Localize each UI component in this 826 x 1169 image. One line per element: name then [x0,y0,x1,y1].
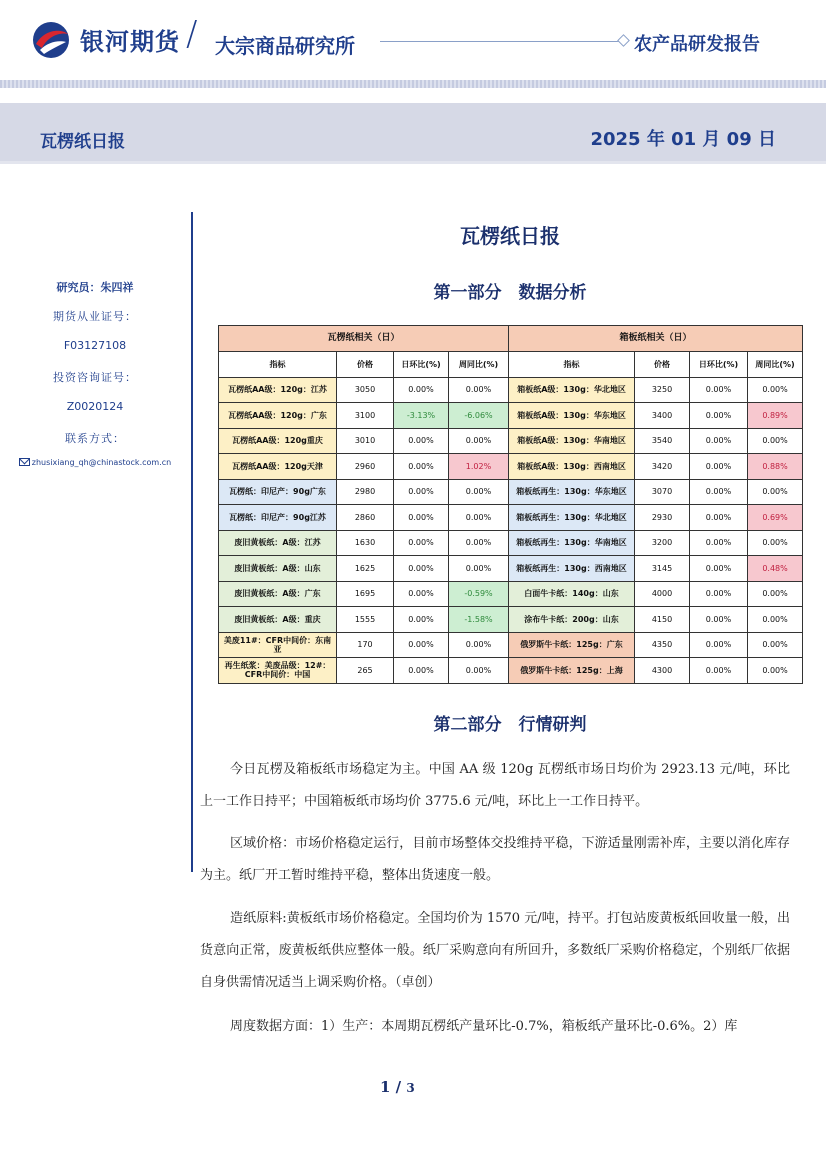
daily-change-cell: 0.00% [690,658,748,684]
col-header: 价格 [337,352,394,378]
body-paragraph: 造纸原料:黄板纸市场价格稳定。全国均价为 1570 元/吨，持平。打包站废黄板纸回收量一般，出货意向正常，废黄板纸供应整体一般。纸厂采购意向有所回升，多数纸厂采购价格稳定，个别纸厂依据自身供需情况适当上调采购价格。（卓创） [200,911,790,990]
license-value: F03127108 [63,339,127,352]
weekly-change-cell: -0.59% [449,581,509,607]
consult-label: 投资咨询证号： [53,371,137,384]
page-separator: / [390,1078,407,1096]
daily-change-cell: 0.00% [394,530,449,556]
price-cell: 2980 [337,479,394,505]
price-cell: 3145 [635,556,690,582]
daily-change-cell: 0.00% [394,658,449,684]
indicator-cell: 再生纸浆：美废品级：12#：CFR中间价：中国 [219,658,337,684]
header-stripe [0,80,826,88]
col-header: 日环比(%) [690,352,748,378]
weekly-change-cell: 0.89% [748,403,803,429]
weekly-change-cell: 0.00% [449,505,509,531]
price-cell: 3050 [337,377,394,403]
weekly-change-cell: 0.00% [748,479,803,505]
price-cell: 1695 [337,581,394,607]
daily-change-cell: 0.00% [690,505,748,531]
price-cell: 3250 [635,377,690,403]
table-row [219,607,803,633]
consult-value: Z0020124 [66,400,124,413]
indicator-cell: 废旧黄板纸：A级：广东 [219,581,337,607]
indicator-cell: 俄罗斯牛卡纸：125g：上海 [509,658,635,684]
table-row [219,632,803,658]
body-paragraph: 区域价格：市场价格稳定运行，目前市场整体交投维持平稳，下游适量刚需补库，主要以消化库存为主。纸厂开工暂时维持平稳，整体出货速度一般。 [200,836,790,883]
daily-change-cell: 0.00% [690,403,748,429]
researcher-name: 研究员：朱四祥 [56,281,134,294]
page-total: 3 [406,1081,415,1095]
price-cell: 2960 [337,454,394,480]
institute-name: 大宗商品研究所 [215,34,355,58]
galaxy-logo-icon [30,20,72,60]
indicator-cell: 白面牛卡纸：140g：山东 [509,581,635,607]
indicator-cell: 瓦楞纸：印尼产：90g江苏 [219,505,337,531]
daily-change-cell: 0.00% [690,556,748,582]
daily-change-cell: 0.00% [394,454,449,480]
indicator-cell: 瓦楞纸AA级：120g：广东 [219,403,337,429]
daily-change-cell: 0.00% [394,556,449,582]
price-cell: 3070 [635,479,690,505]
brand-name: 银河期货 [80,28,180,56]
indicator-cell: 瓦楞纸：印尼产：90g广东 [219,479,337,505]
main-title: 瓦楞纸日报 [460,224,560,248]
price-cell: 1555 [337,607,394,633]
indicator-cell: 箱板纸A级：130g：华北地区 [509,377,635,403]
band-underline [0,161,826,164]
report-header [0,0,826,90]
diamond-icon [617,34,630,47]
indicator-cell: 废旧黄板纸：A级：江苏 [219,530,337,556]
body-paragraph: 周度数据方面：1）生产：本周期瓦楞纸产量环比-0.7%，箱板纸产量环比-0.6%。2）库 [230,1019,738,1034]
table-row [219,581,803,607]
report-type: 农产品研发报告 [634,34,760,55]
weekly-change-cell: 0.00% [748,658,803,684]
weekly-change-cell: 0.00% [748,607,803,633]
section-title-data-analysis: 第一部分 数据分析 [433,283,587,303]
author-sidebar [0,270,190,473]
col-header: 指标 [219,352,337,378]
price-cell: 4150 [635,607,690,633]
section-title-market-judgment: 第二部分 行情研判 [433,715,587,735]
indicator-cell: 箱板纸再生：130g：华北地区 [509,505,635,531]
daily-change-cell: 0.00% [394,581,449,607]
price-cell: 2860 [337,505,394,531]
price-cell: 2930 [635,505,690,531]
weekly-change-cell: 0.00% [748,377,803,403]
indicator-cell: 箱板纸再生：130g：西南地区 [509,556,635,582]
indicator-cell: 箱板纸A级：130g：华东地区 [509,403,635,429]
price-cell: 3200 [635,530,690,556]
table-row [219,377,803,403]
weekly-change-cell: 0.88% [748,454,803,480]
table-row [219,530,803,556]
weekly-change-cell: 0.00% [449,658,509,684]
weekly-change-cell: 0.00% [748,632,803,658]
daily-change-cell: 0.00% [690,581,748,607]
col-header: 日环比(%) [394,352,449,378]
sidebar-divider [191,212,193,872]
license-label: 期货从业证号： [53,310,137,323]
right-section-header: 箱板纸相关（日） [509,326,803,352]
body-paragraph: 今日瓦楞及箱板纸市场稳定为主。中国 AA 级 120g 瓦楞纸市场日均价为 2923.13 元/吨，环比上一工作日持平；中国箱板纸市场均价 3775.6 元/吨，环比上一工作日持平。 [200,762,790,809]
col-header: 周同比(%) [449,352,509,378]
email-address[interactable]: zhusixiang_qh@chinastock.com.cn [31,458,172,467]
price-cell: 4350 [635,632,690,658]
email-icon [19,458,30,466]
price-cell: 265 [337,658,394,684]
daily-change-cell: 0.00% [690,632,748,658]
weekly-change-cell: 0.00% [748,530,803,556]
weekly-change-cell: 0.69% [748,505,803,531]
price-cell: 170 [337,632,394,658]
report-date: 2025 年 01 月 09 日 [590,129,776,150]
weekly-change-cell: -6.06% [449,403,509,429]
email-row[interactable] [0,453,190,473]
weekly-change-cell: 0.00% [748,428,803,454]
indicator-cell: 箱板纸A级：130g：西南地区 [509,454,635,480]
left-section-header: 瓦楞纸相关（日） [219,326,509,352]
daily-change-cell: 0.00% [394,632,449,658]
header-divider [380,41,620,42]
price-cell: 4000 [635,581,690,607]
indicator-cell: 废旧黄板纸：A级：山东 [219,556,337,582]
daily-change-cell: 0.00% [394,607,449,633]
indicator-cell: 俄罗斯牛卡纸：125g：广东 [509,632,635,658]
daily-change-cell: 0.00% [394,505,449,531]
indicator-cell: 涂布牛卡纸：200g：山东 [509,607,635,633]
weekly-change-cell: 1.02% [449,454,509,480]
weekly-change-cell: 0.00% [449,556,509,582]
price-cell: 1630 [337,530,394,556]
weekly-change-cell: 0.00% [449,632,509,658]
daily-change-cell: 0.00% [690,428,748,454]
price-cell: 3540 [635,428,690,454]
daily-change-cell: 0.00% [690,454,748,480]
table-row [219,428,803,454]
table-row [219,403,803,429]
indicator-cell: 美废11#：CFR中间价：东南亚 [219,632,337,658]
col-header: 价格 [635,352,690,378]
daily-change-cell: 0.00% [690,377,748,403]
daily-change-cell: 0.00% [690,530,748,556]
price-table [218,325,803,684]
daily-change-cell: 0.00% [394,377,449,403]
indicator-cell: 箱板纸A级：130g：华南地区 [509,428,635,454]
indicator-cell: 瓦楞纸AA级：120g重庆 [219,428,337,454]
price-cell: 3400 [635,403,690,429]
weekly-change-cell: -1.58% [449,607,509,633]
weekly-change-cell: 0.00% [748,581,803,607]
daily-change-cell: 0.00% [690,607,748,633]
weekly-change-cell: 0.00% [449,530,509,556]
band-title: 瓦楞纸日报 [40,132,125,152]
header-slash: / [186,14,198,54]
page-number [380,1078,415,1096]
weekly-change-cell: 0.48% [748,556,803,582]
price-cell: 3010 [337,428,394,454]
col-header: 周同比(%) [748,352,803,378]
indicator-cell: 瓦楞纸AA级：120g天津 [219,454,337,480]
indicator-cell: 瓦楞纸AA级：120g：江苏 [219,377,337,403]
daily-change-cell: 0.00% [394,479,449,505]
col-header: 指标 [509,352,635,378]
indicator-cell: 箱板纸再生：130g：华东地区 [509,479,635,505]
page-current: 1 [380,1078,391,1096]
table-row [219,658,803,684]
indicator-cell: 箱板纸再生：130g：华南地区 [509,530,635,556]
table-row [219,479,803,505]
weekly-change-cell: 0.00% [449,479,509,505]
table-row [219,556,803,582]
daily-change-cell: 0.00% [690,479,748,505]
daily-change-cell: -3.13% [394,403,449,429]
weekly-change-cell: 0.00% [449,377,509,403]
price-cell: 3100 [337,403,394,429]
contact-label: 联系方式： [65,432,125,445]
table-row [219,454,803,480]
weekly-change-cell: 0.00% [449,428,509,454]
daily-change-cell: 0.00% [394,428,449,454]
price-cell: 1625 [337,556,394,582]
table-row [219,505,803,531]
price-cell: 4300 [635,658,690,684]
indicator-cell: 废旧黄板纸：A级：重庆 [219,607,337,633]
price-cell: 3420 [635,454,690,480]
